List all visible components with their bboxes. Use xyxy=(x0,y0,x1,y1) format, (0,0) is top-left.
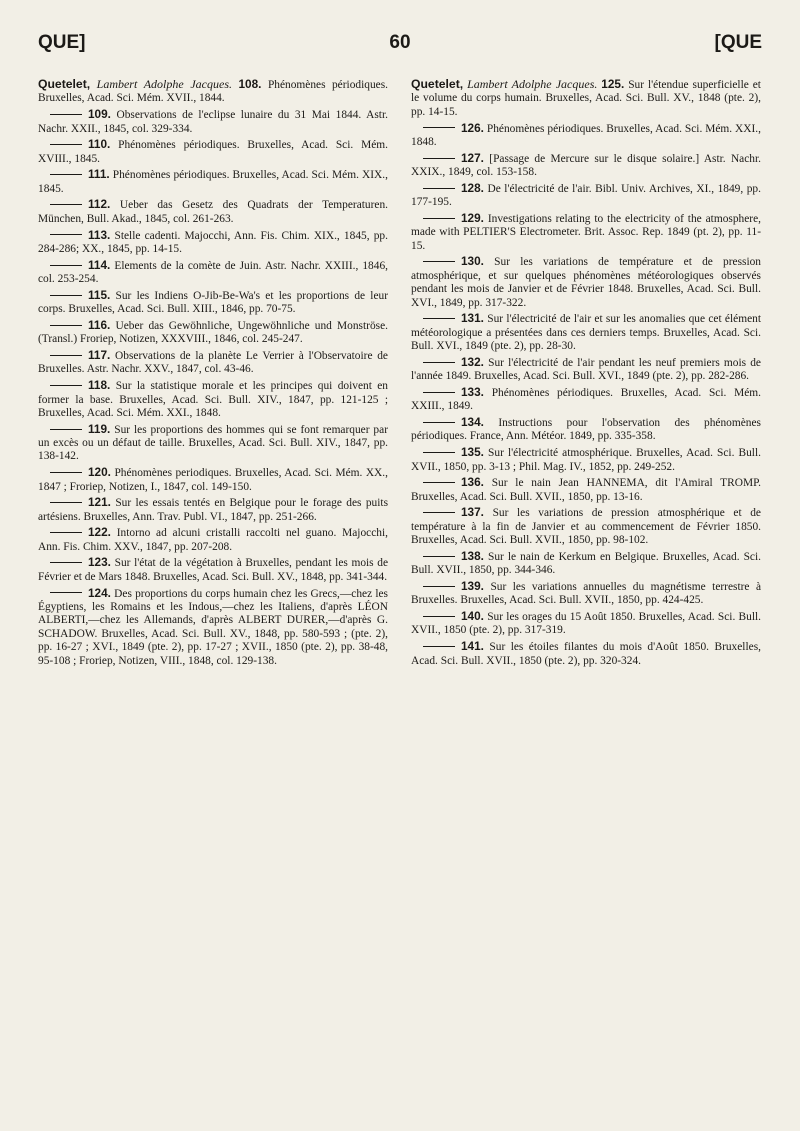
ditto-dash xyxy=(423,127,455,128)
entry-citation: Sur l'étendue superficielle et le volume du corps humain. Bruxelles, Acad. Sci. Bull. XV., 1848 (pte. 2), pp. 14-15. xyxy=(411,79,761,118)
entry-citation: Sur l'électricité de l'air et sur les anomalies que cet élément météorologique a présentées dans ces derniers temps. Bruxelles, Acad. Sci. Bull. XVI., 1849 (pte. 2), pp. 28-30. xyxy=(411,313,761,353)
entry-citation: Sur les variations de pression atmosphérique et de température à la fin de Janvier et au commencement de Février 1850. Bruxelles, Acad. Sci. Bull. XVII., 1850, pp. 98-102. xyxy=(411,507,761,547)
ditto-dash xyxy=(423,158,455,159)
entry-citation: Sur l'électricité de l'air pendant les neuf premiers mois de l'année 1849. Bruxelles, Acad. Sci. Bull. XVI., 1849 (pte. 2), pp. 282-286. xyxy=(411,356,761,383)
ditto-dash xyxy=(423,188,455,189)
ditto-dash xyxy=(423,556,455,557)
entry-citation: Sur l'électricité atmosphérique. Bruxelles, Acad. Sci. Bull. XVII., 1850, pp. 3-13 ; Phil. Mag. IV., 1852, pp. 249-252. xyxy=(411,447,761,473)
ditto-dash xyxy=(423,218,455,219)
bibliography-entry xyxy=(38,423,388,464)
entry-citation: Phénomènes périodiques. Bruxelles, Acad. Sci. Mém. XVII., 1844. xyxy=(38,79,388,105)
entry-number: 130. xyxy=(461,254,484,269)
ditto-dash xyxy=(50,114,82,115)
ditto-dash xyxy=(423,646,455,647)
page-number: 60 xyxy=(389,32,411,53)
entry-number: 123. xyxy=(88,555,111,570)
ditto-dash xyxy=(50,502,82,503)
bibliography-entry xyxy=(38,108,388,136)
ditto-dash xyxy=(50,325,82,326)
entry-number: 124. xyxy=(88,585,111,600)
entry-citation: Observations de la planète Le Verrier à l'Observatoire de Bruxelles. Astr. Nachr. XXV., 1847, col. 43-46. xyxy=(38,349,388,376)
entry-number: 126. xyxy=(461,120,484,135)
entry-number: 125. xyxy=(601,77,625,91)
entry-citation: Stelle cadenti. Majocchi, Ann. Fis. Chim. XIX., 1845, pp. 284-286; XX., 1845, pp. 14-15. xyxy=(38,229,388,255)
bibliography-entry xyxy=(38,78,388,106)
author-name: Quetelet, xyxy=(38,77,91,91)
entry-citation: Phénomènes périodiques. Bruxelles, Acad. Sci. Mém. XXI., 1848. xyxy=(411,122,761,148)
ditto-dash xyxy=(50,562,82,563)
entry-number: 139. xyxy=(461,578,484,593)
entry-number: 134. xyxy=(461,415,484,430)
entry-citation: Elements de la comète de Juin. Astr. Nachr. XXIII., 1846, col. 253-254. xyxy=(38,259,388,286)
bibliography-entry xyxy=(38,379,388,420)
bibliography-entry xyxy=(411,580,761,608)
entry-citation: Sur les Indiens O-Jib-Be-Wa's et les proportions de leur corps. Bruxelles, Acad. Sci. Bull. XIII., 1846, pp. 70-75. xyxy=(38,289,388,316)
entry-number: 112. xyxy=(88,197,111,212)
entry-number: 108. xyxy=(238,77,262,91)
entry-citation: Intorno ad alcuni cristalli raccolti nel guano. Majocchi, Ann. Fis. Chim. XXV., 1847, pp. 207-208. xyxy=(38,527,388,553)
bibliography-entry xyxy=(411,416,761,444)
entry-number: 137. xyxy=(461,505,484,520)
ditto-dash xyxy=(423,452,455,453)
bibliography-entry xyxy=(411,550,761,578)
header-right-keyword: [QUE xyxy=(714,32,762,53)
entry-citation: Sur les essais tentés en Belgique pour le forage des puits artésiens. Bruxelles, Ann. Trav. Publ. VI., 1847, pp. 251-266. xyxy=(38,497,388,523)
author-name: Quetelet, xyxy=(411,77,464,91)
entry-number: 135. xyxy=(461,445,484,460)
bibliography-entry xyxy=(411,506,761,547)
entry-citation: Phénomènes périodiques. Bruxelles, Acad. Sci. Mém. XIX., 1845. xyxy=(38,169,388,195)
ditto-dash xyxy=(50,234,82,235)
ditto-dash xyxy=(423,392,455,393)
entry-number: 132. xyxy=(461,354,484,369)
bibliography-entry xyxy=(411,212,761,253)
author-given-names: Lambert Adolphe Jacques. xyxy=(96,77,232,91)
entry-citation: Observations de l'eclipse lunaire du 31 Mai 1844. Astr. Nachr. XXII., 1845, col. 329-334. xyxy=(38,109,388,135)
entry-citation: Sur les orages du 15 Août 1850. Bruxelles, Acad. Sci. Bull. XVII., 1850 (pte. 2), pp. 317-319. xyxy=(411,611,761,637)
entry-number: 122. xyxy=(88,525,111,540)
ditto-dash xyxy=(50,355,82,356)
entry-number: 111. xyxy=(88,167,110,182)
bibliography-entry xyxy=(38,168,388,196)
ditto-dash xyxy=(423,512,455,513)
bibliography-entry xyxy=(38,319,388,347)
entry-citation: De l'électricité de l'air. Bibl. Univ. Archives, XI., 1849, pp. 177-195. xyxy=(411,182,761,209)
bibliography-entry xyxy=(38,289,388,317)
bibliography-entry xyxy=(38,587,388,668)
entry-number: 109. xyxy=(88,107,111,122)
ditto-dash xyxy=(50,174,82,175)
entry-number: 129. xyxy=(461,210,484,225)
entry-number: 141. xyxy=(461,639,484,654)
bibliography-entry xyxy=(411,152,761,180)
bibliography-entry xyxy=(38,349,388,377)
entry-citation: Investigations relating to the electricity of the atmosphere, made with PELTIER'S Electrometer. Brit. Assoc. Rep. 1849 (pt. 2), pp. 11-15. xyxy=(411,212,761,252)
entry-citation: Sur les variations de température et de pression atmosphérique, et sur quelques phénomènes météorologiques observés pendant les mois de Janvier et de Février 1848. Bruxelles, Acad. Sci. Bull. XVI., 1849, pp. 317-322. xyxy=(411,256,761,309)
header-left-keyword: QUE] xyxy=(38,32,86,53)
ditto-dash xyxy=(423,362,455,363)
entry-citation: Phénomènes périodiques. Bruxelles, Acad. Sci. Mém. XVIII., 1845. xyxy=(38,139,388,165)
entry-citation: Ueber das Gesetz des Quadrats der Temperaturen. München, Bull. Akad., 1845, col. 261-263. xyxy=(38,199,388,225)
bibliography-entry xyxy=(38,556,388,584)
entry-citation: Sur les proportions des hommes qui se font remarquer par un excès ou un défaut de taille. Bruxelles, Acad. Sci. Bull. XIV., 1847, pp. 138-142. xyxy=(38,423,388,463)
entry-citation: [Passage de Mercure sur le disque solaire.] Astr. Nachr. XXIX., 1849, col. 153-158. xyxy=(411,152,761,179)
bibliography-entry xyxy=(38,229,388,257)
ditto-dash xyxy=(50,472,82,473)
bibliography-entry xyxy=(411,476,761,504)
entry-citation: Phénomènes periodiques. Bruxelles, Acad. Sci. Mém. XX., 1847 ; Froriep, Notizen, I., 1847, col. 149-150. xyxy=(38,467,388,493)
entry-number: 118. xyxy=(88,378,111,393)
ditto-dash xyxy=(423,422,455,423)
ditto-dash xyxy=(50,429,82,430)
entry-number: 128. xyxy=(461,180,484,195)
bibliography-entry xyxy=(38,526,388,554)
entry-number: 140. xyxy=(461,609,484,624)
bibliography-entry xyxy=(411,78,761,119)
bibliography-entry xyxy=(38,466,388,494)
entry-number: 117. xyxy=(88,347,111,362)
ditto-dash xyxy=(423,586,455,587)
left-column xyxy=(38,78,388,670)
ditto-dash xyxy=(50,295,82,296)
entry-number: 133. xyxy=(461,384,484,399)
entry-citation: Instructions pour l'observation des phénomènes périodiques. France, Ann. Météor. 1849, pp. 335-358. xyxy=(411,417,761,443)
ditto-dash xyxy=(423,261,455,262)
entry-citation: Sur le nain de Kerkum en Belgique. Bruxelles, Acad. Sci. Bull. XVII., 1850, pp. 344-346. xyxy=(411,550,761,577)
ditto-dash xyxy=(50,204,82,205)
running-header xyxy=(38,32,762,62)
bibliography-entry xyxy=(411,122,761,150)
entry-number: 116. xyxy=(88,317,111,332)
right-column xyxy=(411,78,761,670)
entry-citation: Sur la statistique morale et les principes qui doivent en former la base. Bruxelles, Acad. Sci. Bull. XIV., 1847, pp. 121-125 ; Bruxelles, Acad. Sci. Mém. XXI., 1848. xyxy=(38,380,388,419)
ditto-dash xyxy=(50,144,82,145)
ditto-dash xyxy=(423,482,455,483)
bibliography-entry xyxy=(411,255,761,310)
ditto-dash xyxy=(50,265,82,266)
bibliography-entry xyxy=(411,640,761,668)
bibliography-entry xyxy=(411,312,761,353)
entry-citation: Ueber das Gewöhnliche, Ungewöhnliche und Monströse. (Transl.) Froriep, Notizen, XXXVIII., 1846, col. 245-247. xyxy=(38,319,388,346)
entry-number: 121. xyxy=(88,495,111,510)
bibliography-entry xyxy=(411,386,761,414)
bibliography-entry xyxy=(38,259,388,287)
entry-citation: Sur les variations annuelles du magnétisme terrestre à Bruxelles. Bruxelles, Acad. Sci. Bull. XVII., 1850, pp. 424-425. xyxy=(411,580,761,607)
bibliography-entry xyxy=(411,182,761,210)
bibliography-entry xyxy=(411,356,761,384)
ditto-dash xyxy=(50,532,82,533)
entry-number: 113. xyxy=(88,227,111,242)
entry-number: 110. xyxy=(88,137,111,152)
bibliography-entry xyxy=(38,198,388,226)
entry-citation: Phénomènes périodiques. Bruxelles, Acad. Sci. Mém. XXIII., 1849. xyxy=(411,386,761,413)
entry-citation: Sur le nain Jean HANNEMA, dit l'Amiral TROMP. Bruxelles, Acad. Sci. Bull. XVII., 1850, pp. 13-16. xyxy=(411,477,761,503)
ditto-dash xyxy=(423,616,455,617)
entry-number: 138. xyxy=(461,548,484,563)
entry-number: 115. xyxy=(88,287,111,302)
bibliography-entry xyxy=(38,496,388,524)
entry-citation: Sur les étoiles filantes du mois d'Août 1850. Bruxelles, Acad. Sci. Bull. XVII., 1850 (pte. 2), pp. 320-324. xyxy=(411,641,761,667)
ditto-dash xyxy=(50,385,82,386)
entry-number: 120. xyxy=(88,465,111,480)
entry-number: 136. xyxy=(461,475,484,490)
bibliography-entry xyxy=(411,610,761,638)
ditto-dash xyxy=(50,592,82,593)
ditto-dash xyxy=(423,318,455,319)
entry-number: 127. xyxy=(461,150,484,165)
bibliography-entry xyxy=(411,446,761,474)
entry-citation: Des proportions du corps humain chez les Grecs,—chez les Égyptiens, les Romains et les Indous,—chez les Italiens, d'après LÉON ALBERTI,—chez les Allemands, d'après ALBERT DURER,—d'après G. SCHADOW. Bruxelles, Acad. Sci. Bull. XV., 1848, pp. 580-593 ; (pte. 2), pp. 16-27 ; XVI., 1849 (pte. 2), pp. 17-27 ; XVII., 1850 (pte. 2), pp. 38-48, 95-108 ; Froriep, Notizen, VIII., 1848, col. 129-138. xyxy=(38,587,388,667)
entry-citation: Sur l'état de la végétation à Bruxelles, pendant les mois de Février et de Mars 1848. Bruxelles, Acad. Sci. Bull. XV., 1848, pp. 341-344. xyxy=(38,557,388,583)
author-given-names: Lambert Adolphe Jacques. xyxy=(467,77,598,91)
bibliography-entry xyxy=(38,138,388,166)
entry-number: 114. xyxy=(88,257,111,272)
entry-number: 119. xyxy=(88,421,111,436)
entry-number: 131. xyxy=(461,311,484,326)
